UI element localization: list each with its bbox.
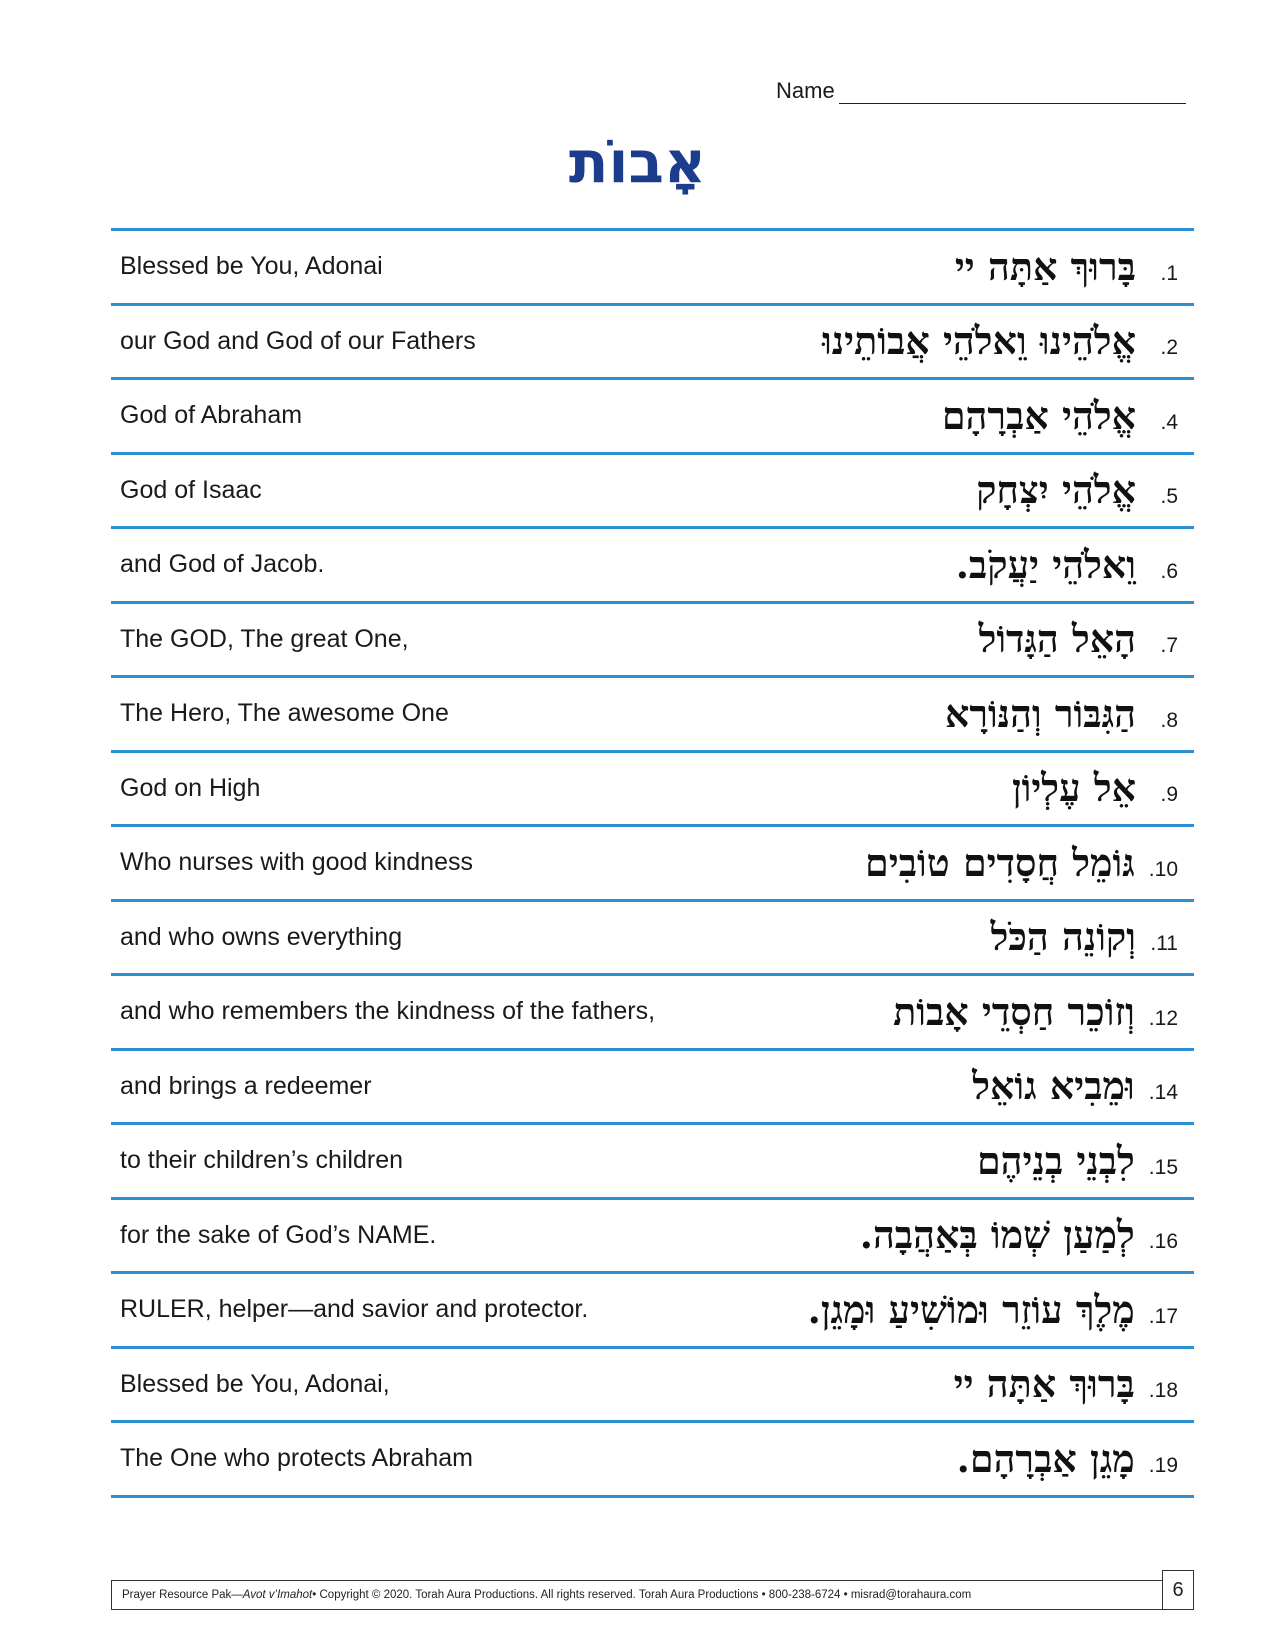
table-row	[111, 529, 1194, 604]
table-row	[111, 1125, 1194, 1200]
english-translation: and who remembers the kindness of the fathers,	[120, 997, 656, 1026]
hebrew-text: לִבְנֵי בְנֵיהֶם	[976, 1137, 1135, 1183]
table-row	[111, 231, 1194, 306]
table-row	[111, 753, 1194, 828]
line-number: 18.	[1148, 1379, 1178, 1403]
line-number: 12.	[1148, 1006, 1178, 1030]
table-row	[111, 827, 1194, 902]
english-translation: God of Abraham	[120, 401, 303, 430]
table-row	[111, 1349, 1194, 1424]
name-label: Name	[776, 78, 835, 103]
table-row	[111, 976, 1194, 1051]
line-number: 17.	[1148, 1304, 1178, 1328]
line-number: 1.	[1160, 261, 1178, 285]
name-blank-line[interactable]	[839, 81, 1186, 104]
hebrew-text: הַגִּבּוֹר וְהַנּוֹרָא	[944, 690, 1136, 736]
hebrew-text: אֵל עֶלְיוֹן	[1011, 765, 1136, 811]
hebrew-text: מָגֵן אַבְרָהָם.	[956, 1435, 1135, 1481]
english-translation: Blessed be You, Adonai	[120, 252, 383, 281]
english-translation: to their children’s children	[120, 1146, 404, 1175]
line-number: 8.	[1160, 708, 1178, 732]
english-translation: for the sake of God’s NAME.	[120, 1220, 437, 1249]
line-number: 5.	[1160, 485, 1178, 509]
hebrew-text: אֱלֹהֵי יִצְחָק	[976, 467, 1136, 513]
table-row	[111, 1051, 1194, 1126]
hebrew-text: וְקוֹנֵה הַכֹּל	[990, 914, 1136, 960]
english-translation: our God and God of our Fathers	[120, 326, 476, 355]
table-row	[111, 1274, 1194, 1349]
line-number: 11.	[1150, 932, 1178, 956]
english-translation: Blessed be You, Adonai,	[120, 1369, 390, 1398]
page-number: 6	[1162, 1570, 1194, 1610]
footer-prefix: Prayer Resource Pak—	[122, 1589, 243, 1601]
table-row	[111, 380, 1194, 455]
table-row	[111, 902, 1194, 977]
table-row	[111, 604, 1194, 679]
line-number: 9.	[1160, 783, 1178, 807]
hebrew-text: אֱלֹהֵינוּ וֵאלֹהֵי אֲבוֹתֵינוּ	[822, 318, 1136, 364]
hebrew-text: וְזוֹכֵר חַסְדֵי אָבוֹת	[893, 988, 1135, 1034]
table-row	[111, 678, 1194, 753]
hebrew-text: וּמֵבִיא גוֹאֵל	[972, 1063, 1135, 1109]
hebrew-text: בָּרוּךְ אַתָּה יי	[953, 1361, 1135, 1407]
prayer-table	[111, 228, 1194, 1498]
page-title: אָבוֹת	[568, 128, 707, 196]
english-translation: and who owns everything	[120, 922, 403, 951]
table-row	[111, 1423, 1194, 1498]
line-number: 15.	[1148, 1155, 1178, 1179]
table-row	[111, 1200, 1194, 1275]
english-translation: Who nurses with good kindness	[120, 848, 473, 877]
line-number: 16.	[1148, 1230, 1178, 1254]
table-row	[111, 306, 1194, 381]
hebrew-text: גּוֹמֵל חֲסָדִים טוֹבִים	[865, 839, 1135, 885]
line-number: 2.	[1160, 336, 1178, 360]
hebrew-text: לְמַעַן שְׁמוֹ בְּאַהֲבָה.	[859, 1212, 1135, 1258]
name-field	[776, 74, 1186, 104]
hebrew-text: וֵאלֹהֵי יַעֲקֹב.	[955, 541, 1136, 587]
line-number: 6.	[1160, 559, 1178, 583]
english-translation: The Hero, The awesome One	[120, 699, 449, 728]
english-translation: The One who protects Abraham	[120, 1444, 473, 1473]
line-number: 19.	[1148, 1453, 1178, 1477]
hebrew-text: הָאֵל הַגָּדוֹל	[978, 616, 1136, 662]
line-number: 10.	[1148, 857, 1178, 881]
hebrew-text: בָּרוּךְ אַתָּה יי	[954, 243, 1136, 289]
english-translation: RULER, helper—and savior and protector.	[120, 1295, 589, 1324]
line-number: 4.	[1160, 410, 1178, 434]
english-translation: The GOD, The great One,	[120, 624, 409, 653]
english-translation: and brings a redeemer	[120, 1071, 372, 1100]
footer-suffix: • Copyright © 2020. Torah Aura Productions. All rights reserved. Torah Aura Productions • 800-238-6724 • misrad@torahaura.com	[312, 1589, 972, 1601]
english-translation: God of Isaac	[120, 475, 262, 504]
line-number: 14.	[1148, 1081, 1178, 1105]
footer-title-italic: Avot v’Imahot	[242, 1589, 313, 1601]
hebrew-text: מֶלֶךְ עוֹזֵר וּמוֹשִׁיעַ וּמָגֵן.	[807, 1286, 1135, 1332]
english-translation: God on High	[120, 773, 261, 802]
hebrew-text: אֱלֹהֵי אַבְרָהָם	[941, 392, 1136, 438]
english-translation: and God of Jacob.	[120, 550, 325, 579]
footer-copyright	[111, 1580, 1163, 1610]
line-number: 7.	[1160, 634, 1178, 658]
table-row	[111, 455, 1194, 530]
